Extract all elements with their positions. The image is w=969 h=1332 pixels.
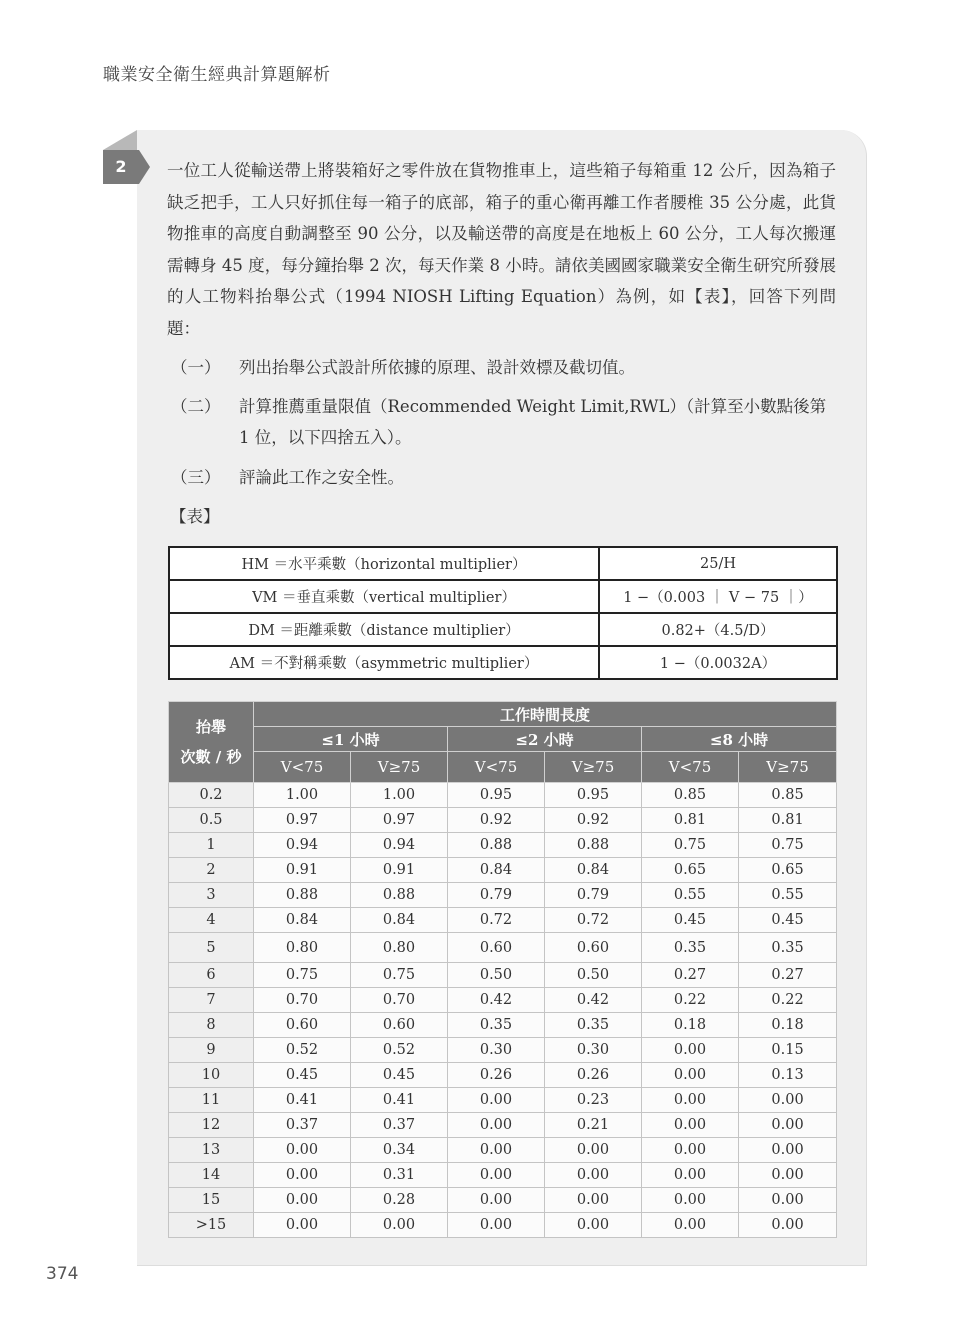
subcol-header: V≥75	[739, 752, 837, 783]
table-row	[169, 580, 837, 613]
multiplier-value-cell: 0.00	[254, 1188, 351, 1213]
multiplier-value-cell: 0.41	[254, 1088, 351, 1113]
multiplier-value-cell: 0.97	[351, 808, 448, 833]
lift-frequency-cell: 8	[169, 1013, 254, 1038]
multiplier-value-cell: 0.88	[545, 833, 642, 858]
multiplier-value-cell: 0.79	[448, 883, 545, 908]
subcol-header: V≥75	[545, 752, 642, 783]
running-header: 職業安全衛生經典計算題解析	[103, 65, 331, 85]
multiplier-value-cell: 0.35	[642, 933, 739, 963]
table-row	[169, 783, 837, 808]
table-row	[169, 883, 837, 908]
table-row	[169, 988, 837, 1013]
multiplier-value-cell: 0.88	[448, 833, 545, 858]
multiplier-value-cell: 0.84	[448, 858, 545, 883]
multiplier-value-cell: 0.60	[351, 1013, 448, 1038]
lift-frequency-cell: 7	[169, 988, 254, 1013]
multiplier-value-cell: 0.00	[642, 1113, 739, 1138]
table-row	[169, 1213, 837, 1238]
frequency-multiplier-table	[168, 701, 837, 1238]
lift-frequency-cell: >15	[169, 1213, 254, 1238]
multiplier-value-cell: 0.00	[545, 1138, 642, 1163]
table-row	[169, 908, 837, 933]
multiplier-value-cell: 0.80	[351, 933, 448, 963]
multiplier-value-cell: 0.18	[739, 1013, 837, 1038]
table-row	[169, 646, 837, 679]
sub-question-2	[167, 391, 836, 453]
lift-frequency-cell: 2	[169, 858, 254, 883]
multiplier-value-cell: 0.88	[254, 883, 351, 908]
multiplier-value-cell: 0.84	[351, 908, 448, 933]
panel-fold-corner	[103, 130, 137, 150]
multiplier-value-cell: 0.22	[739, 988, 837, 1013]
multiplier-value-cell: 0.00	[739, 1088, 837, 1113]
multiplier-name: DM ＝距離乘數（distance multiplier）	[169, 613, 599, 646]
multiplier-value-cell: 0.00	[739, 1163, 837, 1188]
multiplier-value-cell: 0.00	[448, 1188, 545, 1213]
multiplier-value-cell: 0.42	[545, 988, 642, 1013]
sub-question-number: （三）	[171, 468, 221, 487]
multiplier-value-cell: 0.75	[739, 833, 837, 858]
multiplier-value-cell: 0.30	[545, 1038, 642, 1063]
duration-group-2h: ≤2 小時	[448, 727, 642, 752]
multiplier-value-cell: 0.65	[739, 858, 837, 883]
multiplier-value-cell: 0.00	[642, 1188, 739, 1213]
multiplier-value-cell: 0.94	[254, 833, 351, 858]
multiplier-value-cell: 0.26	[545, 1063, 642, 1088]
multiplier-value-cell: 0.35	[448, 1013, 545, 1038]
sub-question-number: （一）	[171, 358, 221, 377]
subcol-header: V≥75	[351, 752, 448, 783]
multiplier-value-cell: 0.95	[448, 783, 545, 808]
table-row	[169, 613, 837, 646]
table-row	[169, 1113, 837, 1138]
duration-group-1h: ≤1 小時	[254, 727, 448, 752]
multiplier-value-cell: 0.75	[254, 963, 351, 988]
multiplier-value-cell: 0.28	[351, 1188, 448, 1213]
lift-frequency-cell: 13	[169, 1138, 254, 1163]
multiplier-value-cell: 0.13	[739, 1063, 837, 1088]
multiplier-value-cell: 1.00	[254, 783, 351, 808]
multiplier-value-cell: 0.00	[642, 1038, 739, 1063]
multiplier-value-cell: 0.18	[642, 1013, 739, 1038]
sub-question-number: （二）	[171, 397, 221, 416]
table-row	[169, 1188, 837, 1213]
page-number: 374	[46, 1264, 79, 1284]
multiplier-value-cell: 0.85	[739, 783, 837, 808]
multiplier-value-cell: 0.52	[351, 1038, 448, 1063]
multiplier-value-cell: 0.15	[739, 1038, 837, 1063]
multiplier-formula: 1 −（0.003 ｜ V − 75 ｜）	[599, 580, 837, 613]
multiplier-value-cell: 0.94	[351, 833, 448, 858]
table-row	[169, 933, 837, 963]
table-row	[169, 1138, 837, 1163]
multiplier-value-cell: 0.60	[545, 933, 642, 963]
sub-question-1	[167, 352, 836, 383]
multiplier-value-cell: 0.00	[545, 1188, 642, 1213]
multiplier-value-cell: 0.31	[351, 1163, 448, 1188]
lift-frequency-cell: 1	[169, 833, 254, 858]
multiplier-value-cell: 0.97	[254, 808, 351, 833]
lift-frequency-cell: 10	[169, 1063, 254, 1088]
multiplier-value-cell: 0.23	[545, 1088, 642, 1113]
multiplier-value-cell: 0.22	[642, 988, 739, 1013]
multiplier-value-cell: 0.45	[642, 908, 739, 933]
multiplier-value-cell: 0.92	[448, 808, 545, 833]
multiplier-value-cell: 0.84	[545, 858, 642, 883]
multiplier-value-cell: 0.91	[254, 858, 351, 883]
multiplier-value-cell: 0.70	[254, 988, 351, 1013]
table-row	[169, 833, 837, 858]
multiplier-value-cell: 0.50	[545, 963, 642, 988]
multiplier-value-cell: 0.35	[545, 1013, 642, 1038]
multiplier-value-cell: 0.88	[351, 883, 448, 908]
multiplier-value-cell: 0.65	[642, 858, 739, 883]
multiplier-value-cell: 0.70	[351, 988, 448, 1013]
multiplier-value-cell: 0.81	[739, 808, 837, 833]
multiplier-value-cell: 0.55	[739, 883, 837, 908]
multiplier-value-cell: 0.00	[351, 1213, 448, 1238]
multiplier-value-cell: 0.84	[254, 908, 351, 933]
lift-frequency-cell: 6	[169, 963, 254, 988]
multiplier-formula: 1 −（0.0032A）	[599, 646, 837, 679]
sub-question-3	[167, 462, 836, 493]
multiplier-value-cell: 0.00	[739, 1138, 837, 1163]
multiplier-value-cell: 0.37	[254, 1113, 351, 1138]
multiplier-value-cell: 0.42	[448, 988, 545, 1013]
duration-header: 工作時間長度	[254, 702, 837, 727]
multiplier-value-cell: 0.52	[254, 1038, 351, 1063]
multiplier-value-cell: 0.60	[448, 933, 545, 963]
multiplier-formula: 25/H	[599, 547, 837, 580]
multiplier-value-cell: 0.00	[545, 1163, 642, 1188]
subcol-header: V<75	[448, 752, 545, 783]
table-row	[169, 963, 837, 988]
multiplier-value-cell: 0.00	[739, 1213, 837, 1238]
multiplier-value-cell: 0.00	[448, 1163, 545, 1188]
table-row	[169, 1013, 837, 1038]
multiplier-value-cell: 0.72	[545, 908, 642, 933]
multiplier-value-cell: 0.81	[642, 808, 739, 833]
multiplier-value-cell: 0.00	[642, 1213, 739, 1238]
multiplier-value-cell: 0.79	[545, 883, 642, 908]
multiplier-value-cell: 0.91	[351, 858, 448, 883]
table-label: 【表】	[170, 507, 220, 526]
multiplier-value-cell: 0.92	[545, 808, 642, 833]
multiplier-value-cell: 0.72	[448, 908, 545, 933]
lift-frequency-cell: 15	[169, 1188, 254, 1213]
lift-frequency-cell: 9	[169, 1038, 254, 1063]
multiplier-name: HM ＝水平乘數（horizontal multiplier）	[169, 547, 599, 580]
lift-frequency-cell: 4	[169, 908, 254, 933]
multiplier-value-cell: 0.00	[254, 1163, 351, 1188]
multiplier-value-cell: 0.37	[351, 1113, 448, 1138]
sub-question-text: 列出抬舉公式設計所依據的原理、設計效標及截切值。	[239, 358, 635, 377]
multiplier-value-cell: 0.34	[351, 1138, 448, 1163]
multiplier-name: VM ＝垂直乘數（vertical multiplier）	[169, 580, 599, 613]
subcol-header: V<75	[254, 752, 351, 783]
multiplier-value-cell: 0.75	[642, 833, 739, 858]
table-row	[169, 808, 837, 833]
multiplier-value-cell: 0.27	[739, 963, 837, 988]
multiplier-value-cell: 0.85	[642, 783, 739, 808]
multiplier-value-cell: 0.00	[642, 1088, 739, 1113]
multiplier-value-cell: 0.00	[642, 1138, 739, 1163]
multiplier-value-cell: 0.00	[642, 1163, 739, 1188]
multiplier-value-cell: 0.00	[448, 1088, 545, 1113]
multiplier-formula: 0.82+（4.5/D）	[599, 613, 837, 646]
lift-frequency-header	[169, 702, 254, 783]
multiplier-value-cell: 0.27	[642, 963, 739, 988]
multiplier-value-cell: 0.00	[739, 1188, 837, 1213]
question-number-badge: 2	[103, 150, 139, 184]
multiplier-value-cell: 0.45	[351, 1063, 448, 1088]
table-row	[169, 1063, 837, 1088]
lift-frequency-cell: 12	[169, 1113, 254, 1138]
multiplier-value-cell: 0.41	[351, 1088, 448, 1113]
multiplier-value-cell: 0.00	[545, 1213, 642, 1238]
multiplier-value-cell: 0.95	[545, 783, 642, 808]
duration-group-8h: ≤8 小時	[642, 727, 837, 752]
multiplier-value-cell: 0.75	[351, 963, 448, 988]
multiplier-value-cell: 0.60	[254, 1013, 351, 1038]
lift-frequency-cell: 3	[169, 883, 254, 908]
lift-frequency-cell: 5	[169, 933, 254, 963]
multiplier-value-cell: 0.00	[254, 1213, 351, 1238]
multiplier-value-cell: 0.50	[448, 963, 545, 988]
table-row	[169, 547, 837, 580]
header-line: 抬舉	[195, 718, 226, 736]
header-line: 次數 / 秒	[180, 748, 242, 766]
multiplier-value-cell: 0.45	[254, 1063, 351, 1088]
multiplier-value-cell: 0.55	[642, 883, 739, 908]
lift-frequency-cell: 0.5	[169, 808, 254, 833]
sub-question-text: 評論此工作之安全性。	[239, 468, 404, 487]
lift-frequency-cell: 0.2	[169, 783, 254, 808]
table-row	[169, 1163, 837, 1188]
multiplier-value-cell: 0.00	[739, 1113, 837, 1138]
frequency-table-body	[169, 783, 837, 1238]
multiplier-value-cell: 0.35	[739, 933, 837, 963]
multiplier-value-cell: 0.00	[448, 1138, 545, 1163]
multiplier-value-cell: 0.00	[254, 1138, 351, 1163]
multiplier-value-cell: 0.80	[254, 933, 351, 963]
multiplier-value-cell: 0.26	[448, 1063, 545, 1088]
formula-table	[168, 546, 838, 680]
multiplier-value-cell: 1.00	[351, 783, 448, 808]
multiplier-value-cell: 0.00	[448, 1213, 545, 1238]
multiplier-value-cell: 0.30	[448, 1038, 545, 1063]
multiplier-value-cell: 0.21	[545, 1113, 642, 1138]
question-body: 一位工人從輸送帶上將裝箱好之零件放在貨物推車上，這些箱子每箱重 12 公斤，因為箱子缺乏把手，工人只好抓住每一箱子的底部，箱子的重心衛再離工作者腰椎 35 公分處，此貨物推車的高度自動調整至 90 公分，以及輸送帶的高度是在地板上 60 公分，工人每次搬運需轉身 45 度，每分鐘抬舉 2 次，每天作業 8 小時。請依美國國家職業安全衛生研究所發展的人工物料抬舉公式（1994 NIOSH Lifting Equation）為例，如【表】，回答下列問題：	[167, 161, 836, 338]
multiplier-name: AM ＝不對稱乘數（asymmetric multiplier）	[169, 646, 599, 679]
lift-frequency-cell: 11	[169, 1088, 254, 1113]
multiplier-value-cell: 0.00	[642, 1063, 739, 1088]
table-row	[169, 1038, 837, 1063]
table-row	[169, 858, 837, 883]
sub-question-text: 計算推薦重量限值（Recommended Weight Limit,RWL）（計算至小數點後第 1 位，以下四捨五入）。	[239, 397, 827, 447]
table-row	[169, 1088, 837, 1113]
multiplier-value-cell: 0.45	[739, 908, 837, 933]
multiplier-value-cell: 0.00	[448, 1113, 545, 1138]
lift-frequency-cell: 14	[169, 1163, 254, 1188]
badge-arrow-icon	[139, 150, 150, 184]
subcol-header: V<75	[642, 752, 739, 783]
